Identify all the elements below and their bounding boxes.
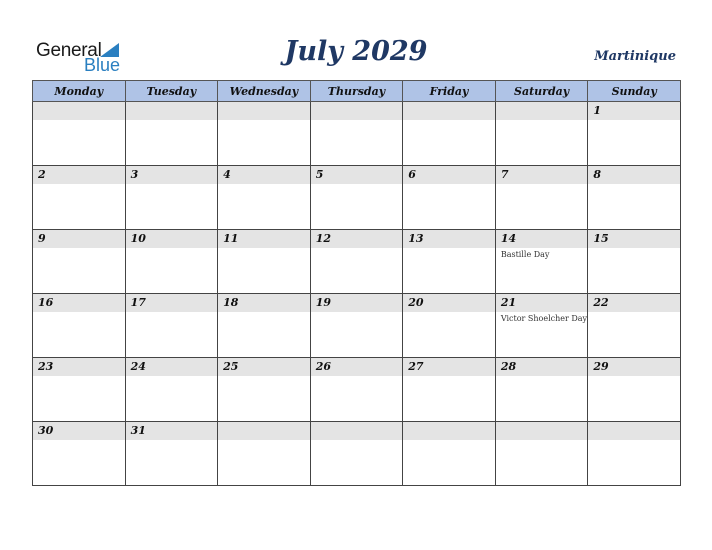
day-cell	[310, 166, 403, 230]
day-header-band	[403, 166, 495, 184]
day-cell	[33, 422, 126, 486]
day-number: 1	[593, 104, 602, 117]
day-number: 7	[500, 168, 509, 181]
day-number: 20	[408, 296, 424, 309]
day-number: 4	[223, 168, 231, 181]
day-number: 8	[593, 168, 602, 181]
day-header-band	[496, 422, 588, 440]
day-number: 16	[38, 296, 54, 309]
week-row	[33, 422, 681, 486]
day-header-band	[588, 422, 680, 440]
day-number: 25	[223, 360, 239, 373]
week-row	[33, 230, 681, 294]
day-cell	[310, 422, 403, 486]
day-cell	[218, 422, 311, 486]
day-number: 6	[408, 168, 416, 181]
day-number: 23	[38, 360, 54, 373]
day-header-band	[588, 166, 680, 184]
day-cell	[588, 102, 681, 166]
day-cell	[403, 102, 496, 166]
day-cell	[33, 230, 126, 294]
day-number: 29	[593, 360, 609, 373]
day-cell	[33, 102, 126, 166]
week-row	[33, 294, 681, 358]
day-number: 15	[593, 232, 609, 245]
day-cell	[218, 294, 311, 358]
day-number: 27	[408, 360, 424, 373]
day-header-band	[311, 422, 403, 440]
day-header-band	[218, 166, 310, 184]
weekday-header: Sunday	[588, 81, 681, 102]
day-cell	[495, 422, 588, 486]
day-cell	[218, 358, 311, 422]
day-header-band	[33, 230, 125, 248]
day-cell	[218, 230, 311, 294]
day-number: 18	[223, 296, 239, 309]
weekday-header: Friday	[403, 81, 496, 102]
weekday-header: Wednesday	[218, 81, 311, 102]
day-cell	[495, 358, 588, 422]
day-header-band	[311, 102, 403, 120]
day-cell	[310, 230, 403, 294]
day-cell	[403, 422, 496, 486]
day-cell	[218, 102, 311, 166]
day-cell	[125, 230, 218, 294]
day-cell	[33, 166, 126, 230]
day-cell	[495, 102, 588, 166]
day-cell	[588, 358, 681, 422]
day-number: 24	[130, 360, 146, 373]
day-header-band	[126, 102, 218, 120]
day-cell	[125, 358, 218, 422]
day-cell	[403, 230, 496, 294]
day-header-band	[126, 166, 218, 184]
weekday-header: Monday	[33, 81, 126, 102]
day-number: 17	[130, 296, 146, 309]
day-header-band	[496, 102, 588, 120]
day-cell	[588, 294, 681, 358]
day-cell	[125, 166, 218, 230]
week-row	[33, 102, 681, 166]
day-number: 30	[38, 424, 54, 437]
day-header-band	[218, 102, 310, 120]
day-cell	[403, 294, 496, 358]
day-header-band	[588, 102, 680, 120]
day-cell	[495, 294, 588, 358]
day-header-band	[33, 166, 125, 184]
day-cell	[588, 422, 681, 486]
day-header-band	[403, 102, 495, 120]
region-name: Martinique	[594, 49, 676, 64]
calendar-grid	[32, 80, 681, 486]
logo-general-text: General	[36, 40, 102, 61]
day-number: 3	[130, 168, 139, 181]
day-header-band	[496, 166, 588, 184]
day-cell	[403, 166, 496, 230]
day-number: 14	[500, 232, 517, 245]
day-cell	[310, 294, 403, 358]
day-number: 12	[315, 232, 331, 245]
day-number: 26	[315, 360, 331, 373]
holiday-label: Victor Shoelcher Day	[500, 314, 588, 323]
day-cell	[125, 294, 218, 358]
day-header-band	[311, 166, 403, 184]
day-cell	[403, 358, 496, 422]
weekday-header-row	[33, 81, 681, 102]
day-cell	[125, 422, 218, 486]
day-number: 13	[408, 232, 424, 245]
day-cell	[495, 166, 588, 230]
holiday-label: Bastille Day	[500, 250, 550, 259]
day-cell	[33, 294, 126, 358]
day-cell	[588, 230, 681, 294]
calendar-title: July 2029	[284, 36, 428, 67]
week-row	[33, 358, 681, 422]
day-cell	[33, 358, 126, 422]
day-number: 19	[315, 296, 331, 309]
day-cell	[588, 166, 681, 230]
day-cell	[310, 102, 403, 166]
day-header-band	[33, 102, 125, 120]
day-cell	[218, 166, 311, 230]
day-number: 21	[500, 296, 517, 309]
logo-blue-text: Blue	[84, 55, 121, 75]
day-number: 31	[130, 424, 146, 437]
day-number: 9	[38, 232, 46, 245]
day-header-band	[218, 422, 310, 440]
weekday-header: Tuesday	[125, 81, 218, 102]
day-cell	[310, 358, 403, 422]
day-number: 28	[500, 360, 517, 373]
day-number: 22	[593, 296, 609, 309]
day-number: 11	[223, 232, 239, 245]
day-number: 2	[38, 168, 46, 181]
weekday-header: Thursday	[310, 81, 403, 102]
day-cell	[495, 230, 588, 294]
day-cell	[125, 102, 218, 166]
day-number: 5	[315, 168, 324, 181]
week-row	[33, 166, 681, 230]
weekday-header: Saturday	[495, 81, 588, 102]
day-number: 10	[130, 232, 146, 245]
day-header-band	[403, 422, 495, 440]
